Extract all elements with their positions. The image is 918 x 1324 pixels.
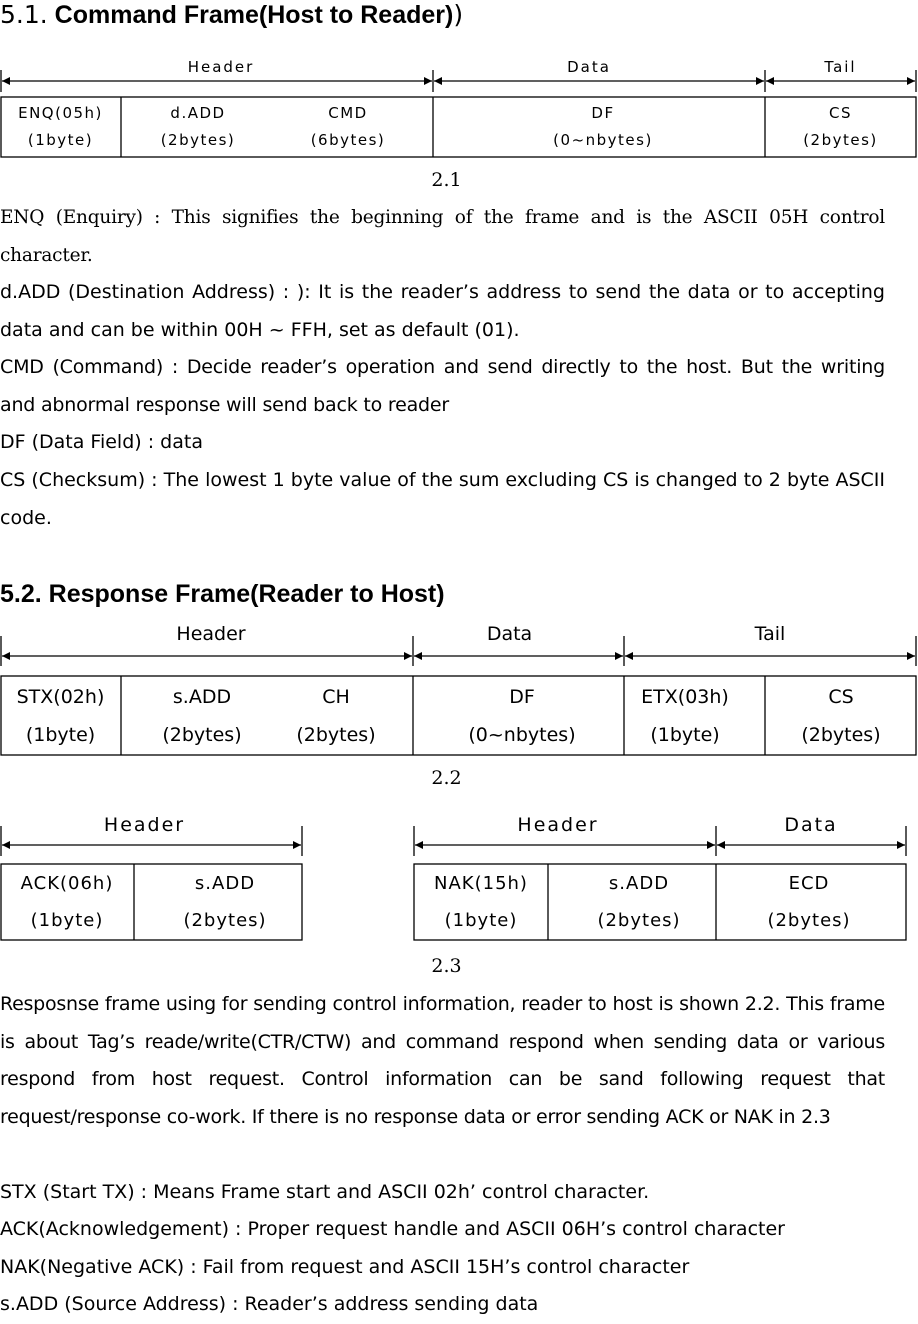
cell-name: ENQ(05h)	[18, 104, 103, 122]
cell-size: (2bytes)	[183, 910, 267, 931]
section-heading-response-frame	[0, 580, 445, 609]
frame-cell	[574, 864, 704, 940]
cell-size: (2bytes)	[597, 910, 681, 931]
definition-ack: ACK(Acknowledgement) : Proper request handle and ASCII 06H’s control character	[0, 1218, 785, 1240]
frame-cell	[296, 97, 400, 157]
section-title: Command Frame(Host to Reader)	[54, 1, 454, 29]
figure-caption: 2.3	[431, 955, 462, 977]
cell-size: (1byte)	[27, 131, 94, 149]
cell-name: CS	[828, 685, 854, 708]
definition-df: DF (Data Field) : data	[0, 431, 203, 453]
frame-cell	[765, 97, 916, 157]
frame-cell	[0, 864, 134, 940]
definition-cs: CS (Checksum) : The lowest 1 byte value of the sum excluding CS is changed to 2 byte ASCII code.	[0, 469, 885, 529]
arrow-label-data: Data	[784, 814, 838, 836]
cell-size: (2bytes)	[803, 131, 878, 149]
section-title: Response Frame(Reader to Host)	[48, 580, 445, 608]
cell-size: (0~nbytes)	[468, 723, 576, 746]
cell-size: (2bytes)	[162, 723, 242, 746]
section-title-close-paren: )	[453, 0, 464, 29]
frame-cell	[740, 864, 878, 940]
arrow-label-header: Header	[517, 814, 599, 836]
definition-stx: STX (Start TX) : Means Frame start and ASCII 02h’ control character.	[0, 1181, 650, 1203]
arrow-label-tail: Tail	[754, 623, 786, 645]
cell-name: CH	[322, 685, 350, 708]
cell-size: (2bytes)	[296, 723, 376, 746]
cell-size: (6bytes)	[310, 131, 386, 149]
frame-cell	[624, 676, 746, 755]
cell-name: s.ADD	[194, 873, 256, 894]
cell-name: CMD	[328, 104, 368, 122]
frame-cell	[518, 97, 688, 157]
figure-caption: 2.1	[431, 169, 462, 191]
definition-sadd: s.ADD (Source Address) : Reader’s address sending data	[0, 1293, 539, 1315]
frame-cell	[0, 676, 121, 755]
section-number: 5.2.	[0, 580, 42, 608]
frame-cell	[140, 97, 256, 157]
arrow-label-tail: Tail	[824, 58, 857, 76]
definition-enq: ENQ (Enquiry) : This signifies the beginning of the frame and is the ASCII 05H control character.	[0, 207, 885, 266]
frame-cell	[414, 864, 548, 940]
cell-name: ECD	[788, 873, 830, 894]
arrow-label-data: Data	[486, 623, 533, 645]
arrow-label-header: Header	[187, 58, 255, 76]
definition-cmd: CMD (Command) : Decide reader’s operation and send directly to the host. But the writing and abnormal response will send back to reader	[0, 356, 885, 416]
cell-name: STX(02h)	[16, 685, 105, 708]
frame-cell	[148, 676, 256, 755]
frame-cell	[0, 97, 121, 157]
cell-name: DF	[591, 104, 615, 122]
cell-size: (1byte)	[444, 910, 518, 931]
cell-name: NAK(15h)	[434, 873, 528, 894]
cell-name: ETX(03h)	[641, 685, 729, 708]
definition-dadd: d.ADD (Destination Address) : ): It is the reader’s address to send the data or to accepting data and can be within 00H ~ FFH, set as default (01).	[0, 281, 885, 341]
cell-name: ACK(06h)	[20, 873, 114, 894]
cell-size: (1byte)	[25, 723, 96, 746]
frame-cell	[160, 864, 290, 940]
frame-cell	[452, 676, 592, 755]
cell-size: (0~nbytes)	[553, 131, 653, 149]
cell-size: (2bytes)	[160, 131, 236, 149]
figure-caption: 2.2	[431, 767, 462, 789]
section-number: 5.1.	[0, 0, 48, 29]
cell-name: d.ADD	[170, 104, 226, 122]
cell-size: (2bytes)	[767, 910, 851, 931]
cell-name: s.ADD	[172, 685, 232, 708]
cell-name: DF	[509, 685, 535, 708]
cell-name: s.ADD	[608, 873, 670, 894]
definition-nak: NAK(Negative ACK) : Fail from request and ASCII 15H’s control character	[0, 1256, 690, 1278]
arrow-label-header: Header	[176, 623, 246, 645]
cell-name: CS	[829, 104, 852, 122]
arrow-label-header: Header	[103, 814, 186, 836]
cell-size: (2bytes)	[801, 723, 881, 746]
cell-size: (1byte)	[650, 723, 720, 746]
frame-cell	[780, 676, 902, 755]
response-frame-paragraph: Resposnse frame using for sending control information, reader to host is shown 2.2. This frame is about Tag’s reade/write(CTR/CTW) and command respond when sending data or various respond from host request. Control information can be sand following request that request/response co-work. If there is no response data or error sending ACK or NAK in 2.3	[0, 993, 885, 1128]
cell-size: (1byte)	[30, 910, 104, 931]
arrow-label-data: Data	[567, 58, 611, 76]
frame-cell	[280, 676, 392, 755]
